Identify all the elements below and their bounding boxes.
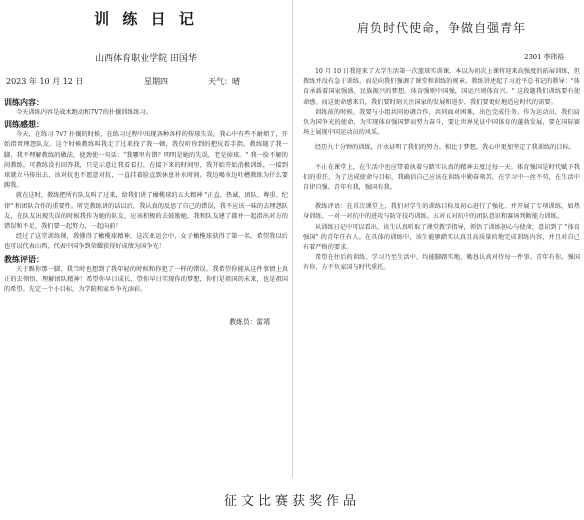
essay-paragraph: 训练前的时候，我要与小组共同协调合作，共同面对困难，出色完成任务。作为运动员，我们肩负为国争光的使命，为实现体育强国梦而努力奋斗，要让世界见证中国体育的蓬勃发展，要在国际赛场上展现中国运动员的风采。 — [303, 108, 580, 137]
diary-weather: 天气：晴 — [208, 77, 240, 86]
feelings-heading: 训练感想： — [4, 119, 44, 130]
feelings-paragraph: 经过了这堂训练课，我懂得了橄榄球精神，这次亚运会中，女子橄榄球获得了第一名，希望我以后也可以代表山西，代表中国争到荣耀获得好成绩为国争光！ — [4, 233, 288, 251]
award-caption: 征文比赛获奖作品 — [223, 494, 360, 509]
coach-comment-text: 关于踢你那一脚，我当时也想到了我年轻的时候和你犯了一样的错误。我希望你能从这件事情上真正的去领悟、理解团队精神！希望你早日成长，望你早日实现你的梦想，你们是祖国的未来，也是祖国的希望。先定一个小目标，为学院和家乡争光添彩。 — [4, 265, 288, 294]
feelings-paragraph: 今天，在练习 7v7 扑攘的时候，在练习过程中出现各种各样的传球失误，我心中有些不耐烦了，开始指责理怨队友。这个时候教练叫我走了过来找了我一顿，我仅听你到的把玩看手指。教练随了我一脚，我不理解教练的做法，使劲使一句话："我哪里有错？明明是她的失误，老是掉球。" 我一脸不解的问教练，可教练没有回答我，只是示意让我看看打，在接下来的时间里，我开始开始消极训练，一接到球就立马传出去，该对抗也不愿意对抗，一直挂着脸直到休息补水时间。我边喝水边吐槽教练为什么要踢我。 — [4, 131, 288, 190]
feelings-paragraph: 就在这时，教练把所有队友叫了过来，给我们讲了橄榄球的五大精神 "正直、热诚、团队、尊重、纪律" 和团队合作的重要性。听完教练讲的话以后，我认真的反思了自己的错误，我不应该一味的去埋怨队友，在队友出现失误的时候我作为她的队友，应该积极的去鼓励她，我和队友建了都并一起指出对方的错误和不足，我们要一起努力，一起向前！ — [4, 192, 288, 231]
essay-paragraph: 教练评语：在首次课堂上，我们对学生的训练目标及初心进行了强化。并开展了专项训练，如热身训练、一对一对抗中的进攻与防守技巧训练。五对五对抗中的团队意识和赛场判断能力训练。 — [303, 203, 580, 221]
essay-paragraph: 不止在课堂上，在生活中也应带着执着与踏实认真的精神去度过每一天。体育强国是时代赋予我们的重任，为了达成使命与目标，我确信自己应该在训练中勤奋刻苦，在学习中一丝不苟，在生活中自律自强。青年有我，强国有我。 — [303, 163, 580, 192]
diary-date-row — [4, 76, 288, 88]
training-diary-page — [0, 0, 293, 478]
essay-paragraph: 希望在往后的训练、学习乃至生活中，均能脚踏实地、勤恳认真对待每一件事。青年有你，强国有你，方不负家国与时代重托。 — [303, 254, 580, 272]
essay-paragraph: 10 月 10 日我迎来了大学生活第一次篮球实训课，本以为初次上课将迎来高强度的拓展训练，但教练并没有急于训练，而是向我们强调了课堂和训练的规章。教练讲述起了习近平总书记的教导："体育承载着国家强盛、民族振兴的梦想。体育强则中国强，国运兴则体育兴。" 这段题我们训练要有使命感。而这使命感来自，我们要时刻关注国家的发展和进步，我们要更好地适应时代的需要。 — [303, 68, 580, 106]
essay-page — [297, 0, 584, 478]
content-heading: 训练内容： — [4, 97, 44, 107]
coach-signature: 教练员：雷靖 — [229, 318, 270, 327]
essay-byline: 2301 李玮裕 — [524, 53, 564, 61]
essay-paragraph: 经历九十分钟的训练，汗水证明了我们的努力。相比于梦想，我心中更加坚定了我训练的目标。 — [315, 144, 575, 152]
school-name: 山西体育职业学院 田国华 — [95, 54, 197, 64]
essay-title: 肩负时代使命，争做自强青年 — [356, 21, 526, 35]
content-text: 今天训练内容是战术跑动和7V7的扑攘训练练习。 — [16, 109, 153, 116]
essay-paragraph: 从训练日记中可以看出，该生认真听取了课堂教学指导，领悟了训练初心与使命，意识到了 "体育强国" 的青年任有人。在具体的训练中，该生能够踏实认真且高质量的地完成训练内容，并且对自己有着严格的要求。 — [303, 223, 580, 252]
coach-comment-heading: 教练评语： — [4, 253, 44, 264]
diary-title: 训 练 日 记 — [94, 10, 198, 28]
diary-date: 2023 年 10 月 12 日 — [6, 77, 84, 86]
diary-weekday: 星期四 — [144, 77, 168, 86]
